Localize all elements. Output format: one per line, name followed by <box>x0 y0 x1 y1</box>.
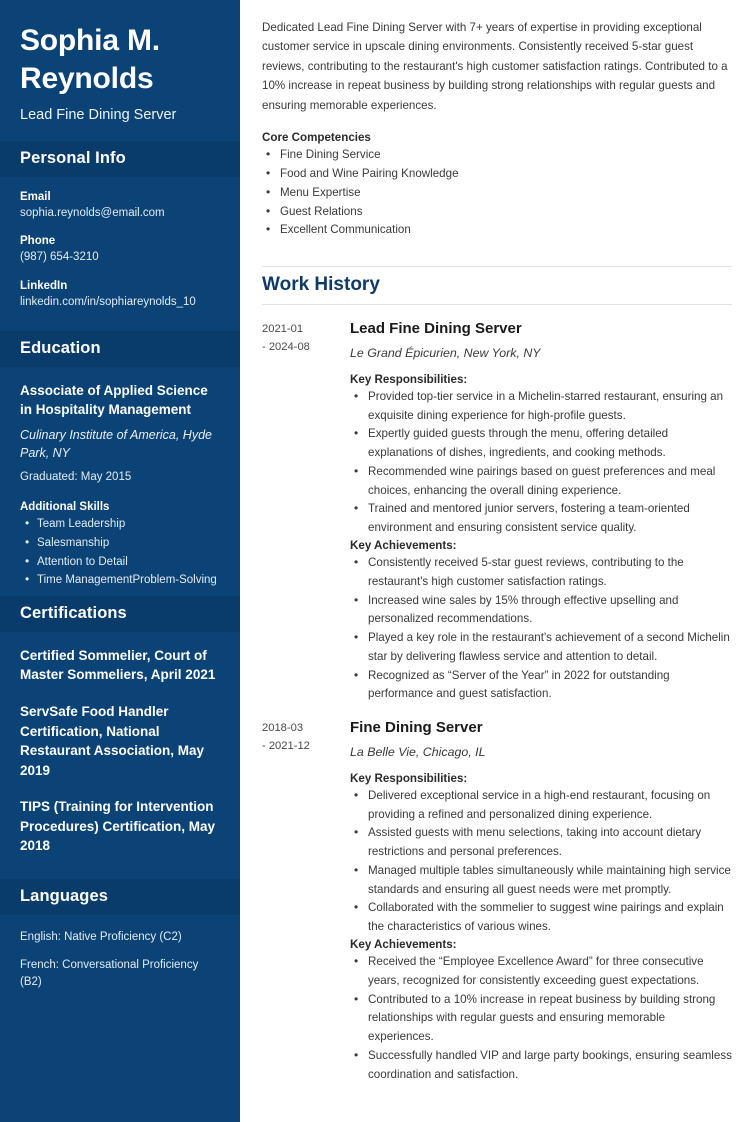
job-achievements-list <box>350 554 732 704</box>
list-item: • Collaborated with the sommelier to suggest wine pairings and explain the characteristics of various wines. <box>352 899 732 937</box>
section-header-languages <box>0 879 240 915</box>
list-item: • Contributed to a 10% increase in repeat business by building strong relationships with regular guests and ensuring memorable experiences. <box>352 991 732 1047</box>
list-item: • Assisted guests with menu selections, taking into account dietary restrictions and personal preferences. <box>352 824 732 862</box>
list-item: • Increased wine sales by 15% through effective upselling and personalized recommendations. <box>352 592 732 630</box>
list-item: • Provided top-tier service in a Michelin-starred restaurant, ensuring an exquisite dining experience for high-profile guests. <box>352 388 732 426</box>
professional-summary: Dedicated Lead Fine Dining Server with 7+ years of expertise in providing exceptional customer service in upscale dining environments. Consistently received 5-star guest reviews, contributing to the restaurant's high customer satisfaction ratings. Contributed to a 10% increase in repeat business by building strong relationships with regular guests and ensuring memorable experiences. <box>262 21 728 112</box>
list-item: • Received the “Employee Excellence Award” for three consecutive years, recognized for consistently exceeding guest expectations. <box>352 953 732 991</box>
additional-skills-title: Additional Skills <box>20 501 110 514</box>
sidebar <box>0 0 240 1122</box>
certification-item: Certified Sommelier, Court of Master Sommeliers, April 2021 <box>20 647 216 683</box>
certifications-heading: Certifications <box>20 603 127 622</box>
list-item: • Trained and mentored junior servers, fostering a team-oriented environment and ensuring consistent service quality. <box>352 500 732 538</box>
job-date-end: - 2021-12 <box>262 739 310 752</box>
contact-value-linkedin[interactable]: linkedin.com/in/sophiareynolds_10 <box>20 296 196 309</box>
contact-label: Phone <box>20 235 56 248</box>
job-role: Lead Fine Dining Server <box>350 320 522 338</box>
certification-item: ServSafe Food Handler Certification, National Restaurant Association, May 2019 <box>20 703 205 778</box>
candidate-job-title: Lead Fine Dining Server <box>20 106 177 123</box>
section-header-personal-info <box>0 141 240 177</box>
job-details <box>350 718 732 1084</box>
education-graduation-date: Graduated: May 2015 <box>20 471 132 484</box>
certification-item: TIPS (Training for Intervention Procedures) Certification, May 2018 <box>20 799 216 854</box>
section-header-education <box>0 331 240 367</box>
education-heading: Education <box>20 338 101 357</box>
contact-value-phone[interactable]: (987) 654-3210 <box>20 251 99 264</box>
additional-skills-list <box>20 515 220 590</box>
list-item: • Fine Dining Service <box>264 146 732 165</box>
contact-value-email[interactable]: sophia.reynolds@email.com <box>20 206 165 219</box>
section-header-certifications <box>0 596 240 632</box>
contact-label: LinkedIn <box>20 280 68 293</box>
list-item: • Recognized as “Server of the Year” in 2022 for outstanding performance and guest satisfaction. <box>352 667 732 705</box>
education-body <box>0 367 240 596</box>
list-item: • Successfully handled VIP and large party bookings, ensuring seamless coordination and satisfaction. <box>352 1047 732 1085</box>
list-item: • Expertly guided guests through the menu, offering detailed explanations of dishes, ingredients, and cooking methods. <box>352 425 732 463</box>
job-dates <box>262 718 350 755</box>
achievements-label: Key Achievements: <box>350 539 457 552</box>
contact-linkedin <box>20 280 220 311</box>
education-degree: Associate of Applied Science in Hospitality Management <box>20 382 208 417</box>
personal-info-body <box>0 177 240 331</box>
list-item: • Time ManagementProblem-Solving <box>24 571 220 590</box>
job-date-start: 2018-03 <box>262 722 304 735</box>
list-item: • Guest Relations <box>264 203 732 222</box>
list-item: • Food and Wine Pairing Knowledge <box>264 165 732 184</box>
responsibilities-label: Key Responsibilities: <box>350 771 468 785</box>
list-item: • Consistently received 5-star guest reviews, contributing to the restaurant's high customer satisfaction ratings. <box>352 554 732 592</box>
list-item: • Team Leadership <box>24 515 220 534</box>
list-item: • Recommended wine pairings based on guest preferences and meal choices, enhancing the overall dining experience. <box>352 463 732 501</box>
personal-info-heading: Personal Info <box>20 148 126 167</box>
sidebar-header <box>0 0 240 141</box>
certifications-body <box>0 632 240 879</box>
core-competencies-title: Core Competencies <box>262 131 371 145</box>
responsibilities-label: Key Responsibilities: <box>350 372 468 386</box>
work-history-entry <box>262 319 732 704</box>
contact-email <box>20 191 220 222</box>
core-competencies-list <box>262 146 732 240</box>
job-company: Le Grand Épicurien, New York, NY <box>350 345 541 360</box>
job-responsibilities-list <box>350 787 732 937</box>
job-responsibilities-list <box>350 388 732 538</box>
language-item: English: Native Proficiency (C2) <box>20 930 182 943</box>
main-content <box>240 0 750 1122</box>
list-item: • Managed multiple tables simultaneously while maintaining high service standards and ensuring all guest needs were met promptly. <box>352 862 732 900</box>
list-item: • Excellent Communication <box>264 221 732 240</box>
achievements-label: Key Achievements: <box>350 938 457 951</box>
job-achievements-list <box>350 953 732 1084</box>
languages-heading: Languages <box>20 886 109 905</box>
list-item: • Delivered exceptional service in a high-end restaurant, focusing on providing a refined and personalized dining experience. <box>352 787 732 825</box>
contact-phone <box>20 235 220 266</box>
job-date-end: - 2024-08 <box>262 340 310 353</box>
job-role: Fine Dining Server <box>350 719 483 737</box>
candidate-name: Sophia M. Reynolds <box>20 24 160 96</box>
job-company: La Belle Vie, Chicago, IL <box>350 744 486 759</box>
list-item: • Salesmanship <box>24 534 220 553</box>
language-item: French: Conversational Proficiency (B2) <box>20 959 199 989</box>
job-dates <box>262 319 350 356</box>
work-history-entry <box>262 718 732 1084</box>
work-history-heading: Work History <box>262 266 732 305</box>
list-item: • Menu Expertise <box>264 184 732 203</box>
contact-label: Email <box>20 190 51 203</box>
list-item: • Played a key role in the restaurant's achievement of a second Michelin star by delivering flawless service and attention to detail. <box>352 629 732 667</box>
education-school: Culinary Institute of America, Hyde Park, NY <box>20 428 212 461</box>
list-item: • Attention to Detail <box>24 553 220 572</box>
job-details <box>350 319 732 704</box>
languages-body <box>0 915 240 1009</box>
job-date-start: 2021-01 <box>262 323 304 336</box>
